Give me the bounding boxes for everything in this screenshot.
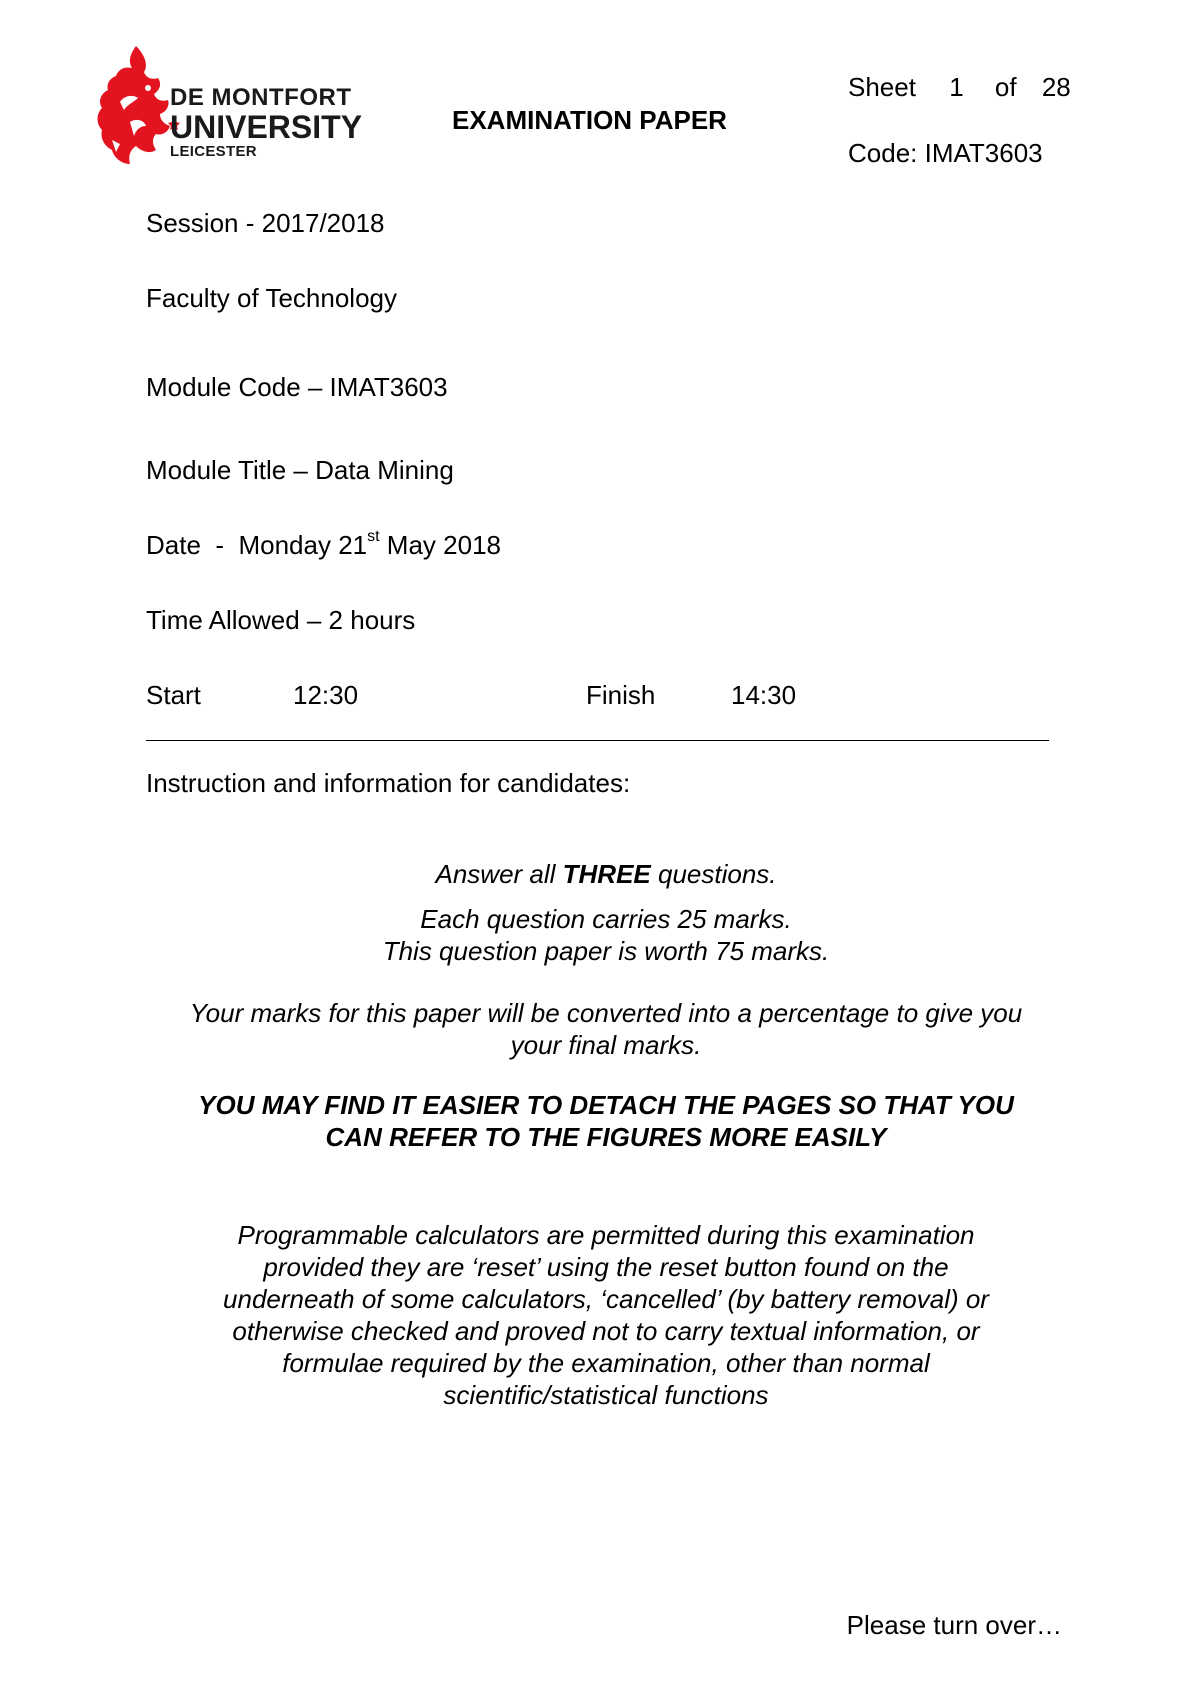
conversion-info bbox=[146, 997, 1066, 1061]
exam-code: Code: IMAT3603 bbox=[848, 138, 1043, 168]
lion-crest-icon bbox=[90, 44, 180, 169]
calc-line: formulae required by the examination, other than normal bbox=[282, 1348, 930, 1378]
divider bbox=[146, 740, 1049, 741]
date-ordinal: st bbox=[367, 528, 380, 545]
answer-instruction bbox=[146, 858, 1066, 890]
module-title-line: Module Title – Data Mining bbox=[146, 455, 454, 485]
turn-over-note: Please turn over… bbox=[846, 1610, 1062, 1640]
detach-notice bbox=[146, 1089, 1066, 1153]
marks-line-1: Each question carries 25 marks. bbox=[420, 904, 792, 934]
logo-line-3: LEICESTER bbox=[170, 143, 257, 160]
date-line bbox=[146, 530, 501, 561]
logo-wordmark bbox=[170, 86, 362, 159]
instructions-heading: Instruction and information for candidates: bbox=[146, 768, 631, 798]
finish-time: 14:30 bbox=[731, 680, 797, 710]
finish-label: Finish bbox=[586, 680, 656, 710]
start-time: 12:30 bbox=[293, 680, 359, 710]
calculator-policy bbox=[146, 1219, 1066, 1411]
logo-line-1: DE MONTFORT bbox=[170, 84, 352, 111]
convert-line-2: your final marks. bbox=[510, 1030, 702, 1060]
answer-post: questions. bbox=[650, 859, 777, 889]
calc-line: Programmable calculators are permitted during this examination bbox=[237, 1220, 975, 1250]
detach-line-2: CAN REFER TO THE FIGURES MORE EASILY bbox=[325, 1122, 887, 1152]
sheet-indicator bbox=[848, 72, 1071, 103]
calc-line: provided they are ‘reset’ using the reset button found on the bbox=[263, 1252, 949, 1282]
sheet-label: Sheet bbox=[848, 72, 916, 102]
time-allowed-line: Time Allowed – 2 hours bbox=[146, 605, 416, 635]
sheet-number: 1 bbox=[949, 72, 964, 102]
answer-count: THREE bbox=[562, 859, 651, 889]
university-logo bbox=[90, 44, 390, 169]
faculty-line: Faculty of Technology bbox=[146, 283, 397, 313]
marks-info bbox=[146, 903, 1066, 967]
module-code-line: Module Code – IMAT3603 bbox=[146, 372, 448, 402]
logo-line-2: UNIVERSITY bbox=[170, 109, 363, 145]
date-suffix: May 2018 bbox=[379, 530, 501, 560]
answer-pre: Answer all bbox=[435, 859, 563, 889]
sheet-of: of bbox=[994, 72, 1017, 102]
calc-line: underneath of some calculators, ‘cancelled’ (by battery removal) or bbox=[223, 1284, 989, 1314]
calc-line: otherwise checked and proved not to carry textual information, or bbox=[232, 1316, 980, 1346]
start-label: Start bbox=[146, 680, 201, 710]
convert-line-1: Your marks for this paper will be converted into a percentage to give you bbox=[189, 998, 1023, 1028]
sheet-total: 28 bbox=[1041, 72, 1071, 102]
page-title: EXAMINATION PAPER bbox=[452, 105, 727, 135]
marks-line-2: This question paper is worth 75 marks. bbox=[382, 936, 830, 966]
session-line: Session - 2017/2018 bbox=[146, 208, 385, 238]
date-prefix: Date - Monday 21 bbox=[146, 530, 368, 560]
detach-line-1: YOU MAY FIND IT EASIER TO DETACH THE PAGES SO THAT YOU bbox=[198, 1090, 1014, 1120]
calc-line: scientific/statistical functions bbox=[443, 1380, 769, 1410]
